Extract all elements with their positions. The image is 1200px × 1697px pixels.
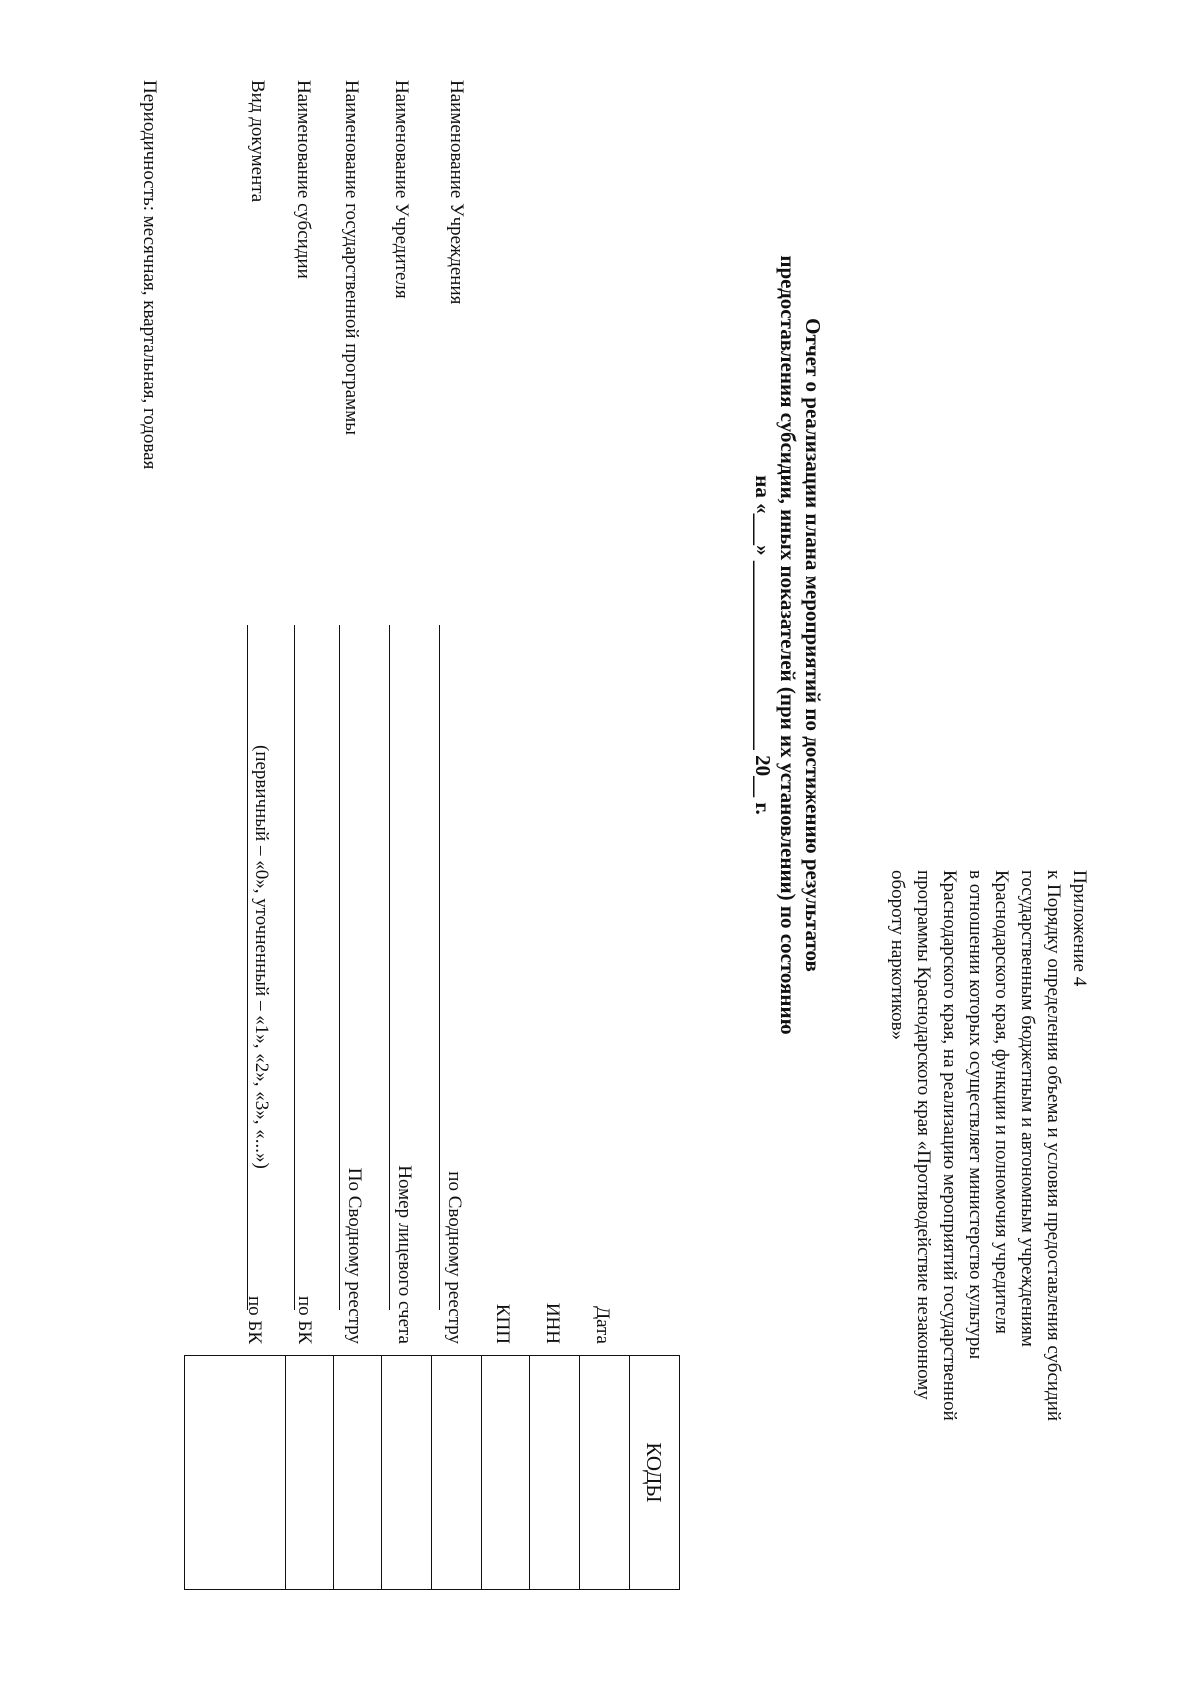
registry-code-label-2: По Сводному реестру: [344, 1167, 365, 1344]
subsidy-label: Наименование субсидии: [293, 80, 314, 279]
founder-label: Наименование Учредителя: [391, 80, 412, 299]
title-line-2: предоставления субсидии, иных показателей (при их установлении) по состоянию: [776, 255, 800, 1035]
appendix-block: [884, 870, 1092, 1570]
periodicity-label: Периодичность: месячная, квартальная, годовая: [139, 80, 160, 470]
program-field[interactable]: [339, 625, 340, 1310]
date-code-cell[interactable]: [579, 1356, 629, 1589]
registry-code-cell-2[interactable]: [333, 1356, 381, 1589]
bk-code-cell-2[interactable]: [188, 1356, 285, 1589]
founder-field[interactable]: [389, 625, 390, 1310]
appendix-line-3: государственным бюджетным и автономным учреждениям: [1017, 870, 1038, 1347]
date-code-label: Дата: [592, 1306, 613, 1344]
appendix-line-4: Краснодарского края, функции и полномочия учредителя: [991, 870, 1012, 1334]
bk-code-label-2: по БК: [244, 1295, 265, 1344]
registry-code-cell[interactable]: [431, 1356, 481, 1589]
doc-type-label: Вид документа: [247, 80, 268, 203]
inn-code-label: ИНН: [542, 1302, 563, 1344]
account-number-cell[interactable]: [381, 1356, 431, 1589]
appendix-line-7: программы Краснодарского края «Противодействие незаконному: [913, 870, 934, 1400]
appendix-line-5: в отношении которых осуществляет министерство культуры: [965, 870, 986, 1360]
inn-code-cell[interactable]: [529, 1356, 579, 1589]
bk-code-label: по БК: [294, 1295, 315, 1344]
appendix-line-8: обороту наркотиков»: [887, 870, 908, 1041]
codes-header: КОДЫ: [629, 1356, 679, 1589]
doc-type-note: (первичный – «0», уточненный – «1», «2», «3», «...»): [251, 745, 272, 1169]
appendix-line-2: к Порядку определения объема и условия предоставления субсидий: [1043, 870, 1064, 1422]
kpp-code-cell[interactable]: [481, 1356, 529, 1589]
title-line-3: на «___» __________________ 20__ г.: [751, 475, 775, 815]
kpp-code-label: КПП: [492, 1303, 513, 1344]
appendix-line-1: Приложение 4: [1069, 870, 1090, 987]
account-number-label: Номер лицевого счета: [394, 1165, 415, 1344]
program-label: Наименование государственной программы: [341, 80, 362, 435]
subsidy-field[interactable]: [294, 625, 295, 1310]
title-line-1: Отчет о реализации плана мероприятий по достижению результатов: [801, 318, 825, 972]
doc-type-field[interactable]: [247, 625, 248, 1310]
codes-table: [184, 1355, 680, 1590]
institution-label: Наименование Учреждения: [446, 80, 467, 305]
bk-code-cell[interactable]: [285, 1356, 333, 1589]
appendix-line-6: Краснодарского края, на реализацию мероприятий государственной: [939, 870, 960, 1421]
institution-field[interactable]: [439, 625, 440, 1310]
registry-code-label: по Сводному реестру: [444, 1171, 465, 1344]
report-title: [750, 0, 825, 1290]
